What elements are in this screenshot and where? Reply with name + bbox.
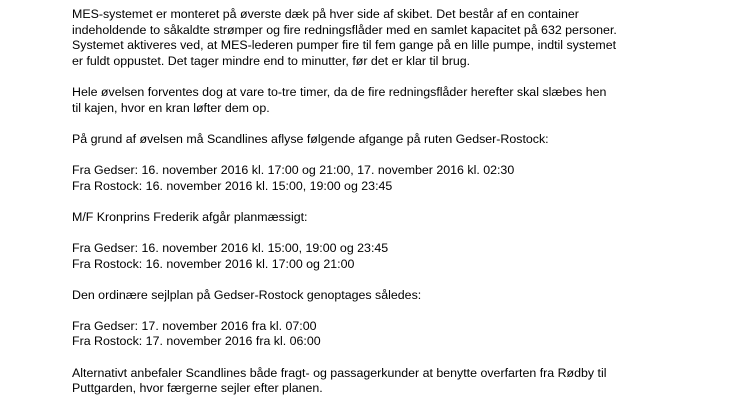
paragraph-resume-intro	[72, 288, 680, 304]
paragraph-alternative-route	[72, 366, 680, 397]
text-line: til kajen, hvor en kran løfter dem op.	[72, 100, 270, 115]
paragraph-resume-departures	[72, 319, 680, 350]
paragraph-cancellations-intro	[72, 132, 680, 148]
text-line: Fra Rostock: 16. november 2016 kl. 17:00 og 21:00	[72, 256, 355, 271]
text-line: Fra Gedser: 16. november 2016 kl. 17:00 og 21:00, 17. november 2016 kl. 02:30	[72, 162, 515, 177]
paragraph-kronprins-departures	[72, 241, 680, 272]
paragraph-exercise-duration	[72, 85, 680, 116]
text-line: Fra Gedser: 17. november 2016 fra kl. 07:00	[72, 318, 317, 333]
text-line: Fra Rostock: 17. november 2016 fra kl. 06:00	[72, 334, 321, 349]
text-line: er fuldt oppustet. Det tager mindre end to minutter, før det er klar til brug.	[72, 53, 471, 68]
text-line: Alternativt anbefaler Scandlines både fragt- og passagerkunder at benytte overfarten fra Rødby til	[72, 365, 607, 380]
text-line: Systemet aktiveres ved, at MES-lederen pumper fire til fem gange på en lille pumpe, indtil systemet	[72, 38, 617, 53]
paragraph-mes-system	[72, 7, 680, 69]
text-line: Fra Rostock: 16. november 2016 kl. 15:00, 19:00 og 23:45	[72, 178, 393, 193]
text-line: Fra Gedser: 16. november 2016 kl. 15:00, 19:00 og 23:45	[72, 240, 389, 255]
paragraph-cancelled-departures	[72, 163, 680, 194]
paragraph-kronprins-intro	[72, 210, 680, 226]
text-line: Den ordinære sejlplan på Gedser-Rostock genoptages således:	[72, 287, 422, 302]
text-line: M/F Kronprins Frederik afgår planmæssigt:	[72, 209, 308, 224]
document-body	[72, 7, 680, 397]
text-line: På grund af øvelsen må Scandlines aflyse følgende afgange på ruten Gedser-Rostock:	[72, 131, 549, 146]
text-line: MES-systemet er monteret på øverste dæk på hver side af skibet. Det består af en container	[72, 7, 579, 21]
text-line: indeholdende to såkaldte strømper og fire redningsflåder med en samlet kapacitet på 632 personer.	[72, 22, 617, 37]
text-line: Puttgarden, hvor færgerne sejler efter planen.	[72, 381, 323, 396]
text-line: Hele øvelsen forventes dog at vare to-tre timer, da de fire redningsflåder herefter skal slæbes hen	[72, 84, 607, 99]
